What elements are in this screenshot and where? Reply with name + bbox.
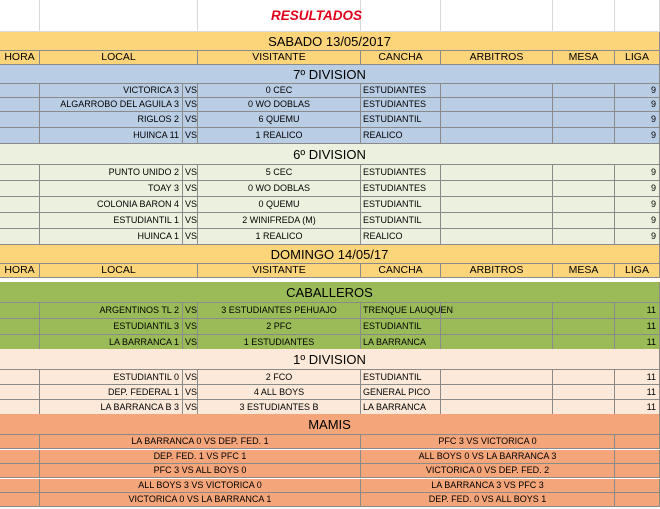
div6-match-row	[0, 229, 660, 245]
div1-local-cell[interactable]: ESTUDIANTIL 0	[40, 370, 183, 385]
col-visitante-header[interactable]: VISITANTE	[198, 264, 361, 278]
mamis-header-row	[0, 414, 660, 435]
div6-hora-cell[interactable]	[0, 213, 40, 229]
caballeros-hora-cell[interactable]	[0, 303, 40, 319]
div1-visitante-cell[interactable]: 4 ALL BOYS	[198, 385, 361, 400]
div7-vs-cell[interactable]: VS	[183, 128, 198, 144]
div1-liga-cell[interactable]: 11	[615, 385, 660, 400]
mamis-match-row	[0, 464, 660, 478]
div7-header[interactable]: 7º DIVISION	[0, 65, 660, 84]
div6-vs-cell[interactable]: VS	[183, 165, 198, 181]
div7-local-cell[interactable]: ALGARROBO DEL AGUILA 3	[40, 98, 183, 112]
div7-vs-cell[interactable]: VS	[183, 112, 198, 128]
div1-cancha-cell[interactable]: LA BARRANCA	[361, 400, 441, 415]
mamis-right-match[interactable]: LA BARRANCA 3 VS PFC 3	[361, 479, 615, 493]
div7-liga-cell[interactable]: 9	[615, 98, 660, 112]
mamis-match-row	[0, 493, 660, 507]
div6-visitante-cell[interactable]: 1 REALICO	[198, 229, 361, 245]
mamis-hora-cell[interactable]	[0, 479, 40, 493]
caballeros-vs-cell[interactable]: VS	[183, 319, 198, 335]
col-cancha-header[interactable]: CANCHA	[361, 51, 441, 65]
div7-visitante-cell[interactable]: 0 WO DOBLAS	[198, 98, 361, 112]
col-hora-header[interactable]: HORA	[0, 264, 40, 278]
caballeros-arbitros-cell[interactable]	[441, 303, 553, 319]
div1-arbitros-cell[interactable]	[441, 400, 553, 415]
div1-mesa-cell[interactable]	[553, 385, 615, 400]
mamis-right-match[interactable]: VICTORICA 0 VS DEP. FED. 2	[361, 464, 615, 478]
div6-visitante-cell[interactable]: 0 QUEMU	[198, 197, 361, 213]
col-liga-header[interactable]: LIGA	[615, 264, 660, 278]
mamis-match-row	[0, 435, 660, 449]
caballeros-header-row	[0, 282, 660, 303]
title-row	[0, 0, 660, 32]
col-local-header[interactable]: LOCAL	[40, 264, 198, 278]
div6-hora-cell[interactable]	[0, 181, 40, 197]
div7-match-row	[0, 112, 660, 128]
div7-visitante-cell[interactable]: 0 CEC	[198, 84, 361, 98]
div1-hora-cell[interactable]	[0, 400, 40, 415]
div7-vs-cell[interactable]: VS	[183, 84, 198, 98]
caballeros-visitante-cell[interactable]: 1 ESTUDIANTES	[198, 335, 361, 351]
div1-match-row	[0, 400, 660, 415]
div1-cancha-cell[interactable]: GENERAL PICO	[361, 385, 441, 400]
div1-header-row	[0, 349, 660, 370]
mamis-hora-cell[interactable]	[0, 450, 40, 464]
div7-arbitros-cell[interactable]	[441, 128, 553, 144]
div6-arbitros-cell[interactable]	[441, 197, 553, 213]
div6-mesa-cell[interactable]	[553, 213, 615, 229]
col-arbitros-header[interactable]: ARBITROS	[441, 264, 553, 278]
div7-local-cell[interactable]: HUINCA 11	[40, 128, 183, 144]
div7-visitante-cell[interactable]: 1 REALICO	[198, 128, 361, 144]
div6-header-row	[0, 144, 660, 165]
col-liga-header[interactable]: LIGA	[615, 51, 660, 65]
day1-date-header-row	[0, 32, 660, 51]
div6-mesa-cell[interactable]	[553, 229, 615, 245]
mamis-match-row	[0, 450, 660, 464]
mamis-liga-cell[interactable]	[615, 479, 660, 493]
mamis-left-match[interactable]: PFC 3 VS ALL BOYS 0	[40, 464, 361, 478]
div6-arbitros-cell[interactable]	[441, 213, 553, 229]
div7-local-cell[interactable]: RIGLOS 2	[40, 112, 183, 128]
div6-vs-cell[interactable]: VS	[183, 229, 198, 245]
mamis-liga-cell[interactable]	[615, 464, 660, 478]
div7-match-row	[0, 128, 660, 144]
div6-match-row	[0, 165, 660, 181]
div1-visitante-cell[interactable]: 2 FCO	[198, 370, 361, 385]
div7-liga-cell[interactable]: 9	[615, 84, 660, 98]
mamis-left-match[interactable]: VICTORICA 0 VS LA BARRANCA 1	[40, 493, 361, 507]
mamis-header[interactable]: MAMIS	[0, 414, 660, 435]
caballeros-local-cell[interactable]: ARGENTINOS TL 2	[40, 303, 183, 319]
div6-mesa-cell[interactable]	[553, 181, 615, 197]
div6-arbitros-cell[interactable]	[441, 181, 553, 197]
caballeros-match-row	[0, 303, 660, 319]
div1-mesa-cell[interactable]	[553, 400, 615, 415]
div6-visitante-cell[interactable]: 2 WINIFREDA (M)	[198, 213, 361, 229]
div6-cancha-cell[interactable]: ESTUDIANTIL	[361, 197, 441, 213]
div7-mesa-cell[interactable]	[553, 128, 615, 144]
div6-liga-cell[interactable]: 9	[615, 229, 660, 245]
mamis-left-match[interactable]: LA BARRANCA 0 VS DEP. FED. 1	[40, 435, 361, 449]
caballeros-visitante-cell[interactable]: 2 PFC	[198, 319, 361, 335]
div1-vs-cell[interactable]: VS	[183, 370, 198, 385]
div7-liga-cell[interactable]: 9	[615, 112, 660, 128]
caballeros-mesa-cell[interactable]	[553, 303, 615, 319]
col-local-header[interactable]: LOCAL	[40, 51, 198, 65]
mamis-hora-cell[interactable]	[0, 493, 40, 507]
mamis-right-match[interactable]: PFC 3 VS VICTORICA 0	[361, 435, 615, 449]
div6-hora-cell[interactable]	[0, 197, 40, 213]
div6-visitante-cell[interactable]: 5 CEC	[198, 165, 361, 181]
div7-cancha-cell[interactable]: ESTUDIANTIL	[361, 112, 441, 128]
div6-vs-cell[interactable]: VS	[183, 181, 198, 197]
caballeros-local-cell[interactable]: ESTUDIANTIL 3	[40, 319, 183, 335]
div1-local-cell[interactable]: LA BARRANCA B 3	[40, 400, 183, 415]
div1-liga-cell[interactable]: 11	[615, 400, 660, 415]
column-header-row-1	[0, 51, 660, 65]
div6-vs-cell[interactable]: VS	[183, 213, 198, 229]
caballeros-liga-cell[interactable]: 11	[615, 335, 660, 351]
mamis-left-match[interactable]: ALL BOYS 3 VS VICTORICA 0	[40, 479, 361, 493]
caballeros-header[interactable]: CABALLEROS	[0, 282, 660, 303]
div1-cancha-cell[interactable]: ESTUDIANTIL	[361, 370, 441, 385]
div7-mesa-cell[interactable]	[553, 98, 615, 112]
div7-arbitros-cell[interactable]	[441, 98, 553, 112]
div6-match-row	[0, 197, 660, 213]
div1-mesa-cell[interactable]	[553, 370, 615, 385]
div7-match-row	[0, 84, 660, 98]
div7-arbitros-cell[interactable]	[441, 112, 553, 128]
div6-liga-cell[interactable]: 9	[615, 213, 660, 229]
col-mesa-header[interactable]: MESA	[553, 264, 615, 278]
div7-hora-cell[interactable]	[0, 128, 40, 144]
div7-cancha-cell[interactable]: ESTUDIANTES	[361, 98, 441, 112]
div7-hora-cell[interactable]	[0, 112, 40, 128]
mamis-match-row	[0, 479, 660, 493]
day2-date-header[interactable]: DOMINGO 14/05/17	[0, 245, 660, 264]
mamis-hora-cell[interactable]	[0, 464, 40, 478]
div7-mesa-cell[interactable]	[553, 84, 615, 98]
mamis-right-match[interactable]: DEP. FED. 0 VS ALL BOYS 1	[361, 493, 615, 507]
caballeros-vs-cell[interactable]: VS	[183, 303, 198, 319]
page-title: RESULTADOS	[271, 8, 362, 23]
div6-local-cell[interactable]: HUINCA 1	[40, 229, 183, 245]
div6-match-row	[0, 181, 660, 197]
caballeros-match-row	[0, 319, 660, 335]
div1-match-row	[0, 385, 660, 400]
day1-date-header[interactable]: SABADO 13/05/2017	[0, 32, 660, 51]
caballeros-liga-cell[interactable]: 11	[615, 319, 660, 335]
col-hora-header[interactable]: HORA	[0, 51, 40, 65]
div6-liga-cell[interactable]: 9	[615, 181, 660, 197]
div1-hora-cell[interactable]	[0, 385, 40, 400]
div1-match-row	[0, 370, 660, 385]
div6-local-cell[interactable]: PUNTO UNIDO 2	[40, 165, 183, 181]
day2-date-header-row	[0, 245, 660, 264]
caballeros-cancha-cell[interactable]: LA BARRANCA	[361, 335, 441, 351]
mamis-liga-cell[interactable]	[615, 493, 660, 507]
caballeros-liga-cell[interactable]: 11	[615, 303, 660, 319]
div6-cancha-cell[interactable]: ESTUDIANTES	[361, 165, 441, 181]
div6-liga-cell[interactable]: 9	[615, 197, 660, 213]
div6-hora-cell[interactable]	[0, 229, 40, 245]
div7-match-row	[0, 98, 660, 112]
div7-cancha-cell[interactable]: REALICO	[361, 128, 441, 144]
mamis-left-match[interactable]: DEP. FED. 1 VS PFC 1	[40, 450, 361, 464]
div7-liga-cell[interactable]: 9	[615, 128, 660, 144]
caballeros-arbitros-cell[interactable]	[441, 319, 553, 335]
col-arbitros-header[interactable]: ARBITROS	[441, 51, 553, 65]
caballeros-cancha-cell[interactable]: ESTUDIANTIL	[361, 319, 441, 335]
div7-visitante-cell[interactable]: 6 QUEMU	[198, 112, 361, 128]
col-cancha-header[interactable]: CANCHA	[361, 264, 441, 278]
div6-liga-cell[interactable]: 9	[615, 165, 660, 181]
caballeros-vs-cell[interactable]: VS	[183, 335, 198, 351]
mamis-liga-cell[interactable]	[615, 435, 660, 449]
div1-arbitros-cell[interactable]	[441, 385, 553, 400]
div1-vs-cell[interactable]: VS	[183, 385, 198, 400]
div6-arbitros-cell[interactable]	[441, 165, 553, 181]
div6-local-cell[interactable]: COLONIA BARON 4	[40, 197, 183, 213]
caballeros-local-cell[interactable]: LA BARRANCA 1	[40, 335, 183, 351]
div7-hora-cell[interactable]	[0, 98, 40, 112]
div6-local-cell[interactable]: TOAY 3	[40, 181, 183, 197]
div7-vs-cell[interactable]: VS	[183, 98, 198, 112]
mamis-hora-cell[interactable]	[0, 435, 40, 449]
div6-cancha-cell[interactable]: ESTUDIANTES	[361, 181, 441, 197]
caballeros-mesa-cell[interactable]	[553, 319, 615, 335]
div7-mesa-cell[interactable]	[553, 112, 615, 128]
col-visitante-header[interactable]: VISITANTE	[198, 51, 361, 65]
div1-visitante-cell[interactable]: 3 ESTUDIANTES B	[198, 400, 361, 415]
div6-arbitros-cell[interactable]	[441, 229, 553, 245]
div6-header[interactable]: 6º DIVISION	[0, 144, 660, 165]
div7-local-cell[interactable]: VICTORICA 3	[40, 84, 183, 98]
div6-cancha-cell[interactable]: REALICO	[361, 229, 441, 245]
caballeros-hora-cell[interactable]	[0, 319, 40, 335]
mamis-liga-cell[interactable]	[615, 450, 660, 464]
div6-local-cell[interactable]: ESTUDIANTIL 1	[40, 213, 183, 229]
div6-vs-cell[interactable]: VS	[183, 197, 198, 213]
div6-match-row	[0, 213, 660, 229]
div1-vs-cell[interactable]: VS	[183, 400, 198, 415]
col-mesa-header[interactable]: MESA	[553, 51, 615, 65]
caballeros-visitante-cell[interactable]: 3 ESTUDIANTES PEHUAJO	[198, 303, 361, 319]
mamis-right-match[interactable]: ALL BOYS 0 VS LA BARRANCA 3	[361, 450, 615, 464]
div1-header[interactable]: 1º DIVISION	[0, 349, 660, 370]
div6-mesa-cell[interactable]	[553, 165, 615, 181]
div7-hora-cell[interactable]	[0, 84, 40, 98]
column-header-row-2	[0, 264, 660, 278]
div6-cancha-cell[interactable]: ESTUDIANTIL	[361, 213, 441, 229]
caballeros-cancha-cell[interactable]: TRENQUE LAUQUEN	[361, 303, 441, 319]
div1-hora-cell[interactable]	[0, 370, 40, 385]
div1-liga-cell[interactable]: 11	[615, 370, 660, 385]
div6-visitante-cell[interactable]: 0 WO DOBLAS	[198, 181, 361, 197]
div6-hora-cell[interactable]	[0, 165, 40, 181]
div7-header-row	[0, 65, 660, 84]
div1-local-cell[interactable]: DEP. FEDERAL 1	[40, 385, 183, 400]
div7-arbitros-cell[interactable]	[441, 84, 553, 98]
div1-arbitros-cell[interactable]	[441, 370, 553, 385]
div7-cancha-cell[interactable]: ESTUDIANTES	[361, 84, 441, 98]
div6-mesa-cell[interactable]	[553, 197, 615, 213]
